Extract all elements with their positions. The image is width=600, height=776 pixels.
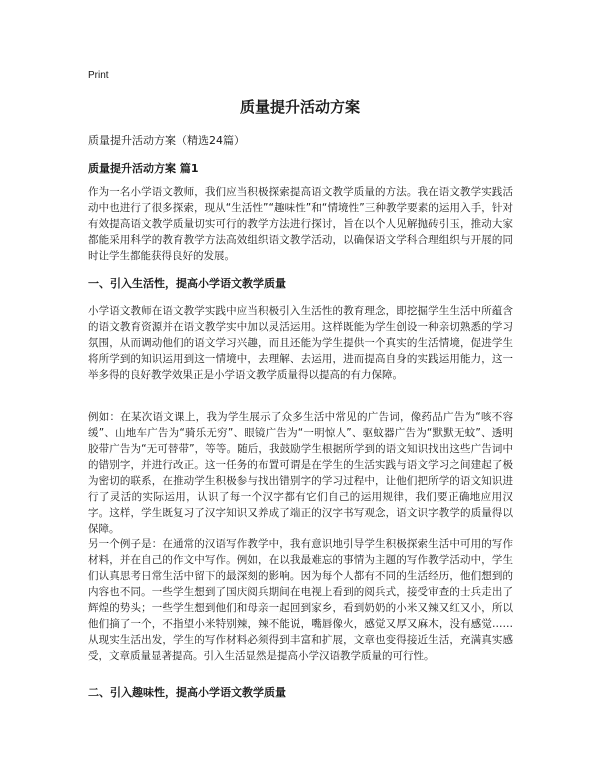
intro-paragraph: 作为一名小学语文教师，我们应当积极探索提高语文教学质量的方法。我在语文教学实践活动中也进行了很多探索，现从“生活性”“趣味性”和“情境性”三种教学要素的运用入手，针对有效提高语文教学质量切实可行的教学方法进行探讨，旨在以个人见解抛砖引玉，推动大家都能采用科学的教育教学方法高效组织语文教学活动，以确保语文学科合理组织与开展的同时让学生都能获得良好的发展。 — [88, 186, 513, 262]
section1-heading: 一、引入生活性，提高小学语文教学质量 — [88, 277, 286, 290]
print-label[interactable]: Print — [88, 70, 109, 81]
section1-paragraph-1: 小学语文教师在语文教学实践中应当积极引入生活性的教育理念，即挖掘学生生活中所蕴含的语文教育资源并在语文教学实中加以灵活运用。这样既能为学生创设一种亲切熟悉的学习氛围，从而调动他们的语文学习兴趣，而且还能为学生提供一个真实的生活情境，促进学生将所学到的知识运用到这一情境中，去理解、去运用，进而提高自身的实践运用能力，这一举多得的良好教学效果正是小学语文教学质量得以提高的有力保障。 — [88, 305, 513, 381]
section1-paragraph-2: 例如：在某次语文课上，我为学生展示了众多生活中常见的广告词，像药品广告为“咳不容缓”、山地车广告为“骑乐无穷”、眼镜广告为“一明惊人”、驱蚊器广告为“默默无蚊”、透明胶带广告为“无可替带”，等等。随后，我鼓励学生根据所学到的语文知识找出这些广告词中的错别字，并进行改正。这一任务的布置可谓是在学生的生活实践与语文学习之间建起了极为密切的联系，在推动学生积极参与找出错别字的学习过程中，让他们把所学的语文知识进行了灵活的实际运用，认识了每一个汉字都有它们自己的运用规律，我们要正确地应用汉字。这样，学生既复习了汉字知识又养成了端正的汉字书写观念，语文识字教学的质量得以保障。 — [88, 411, 513, 535]
document-subtitle: 质量提升活动方案（精选24篇） — [88, 134, 245, 147]
section1-paragraph-3: 另一个例子是：在通常的汉语写作教学中，我有意识地引导学生积极探索生活中可用的写作材料，并在自己的作文中写作。例如，在以我最难忘的事情为主题的写作教学活动中，学生们认真思考日常生活中留下的最深刻的影响。因为每个人都有不同的生活经历，他们想到的内容也不同。一些学生想到了国庆阅兵期间在电视上看到的阅兵式，接受审查的士兵走出了辉煌的势头；一些学生想到他们和母亲一起回到家乡，看到奶奶的小米又辣又红又小，所以他们摘了一个，不指望小米特别辣，辣不能说，嘴唇像火，感觉又厚又麻木，没有感觉……从现实生活出发，学生的写作材料必须得到丰富和扩展，文章也变得接近生活，充满真实感受，文章质量显著提高。引入生活显然是提高小学汉语教学质量的可行性。 — [88, 538, 513, 662]
section2-heading: 二、引入趣味性，提高小学语文教学质量 — [88, 686, 286, 699]
chapter-heading: 质量提升活动方案 篇1 — [88, 162, 199, 175]
document-title: 质量提升活动方案 — [239, 98, 360, 116]
